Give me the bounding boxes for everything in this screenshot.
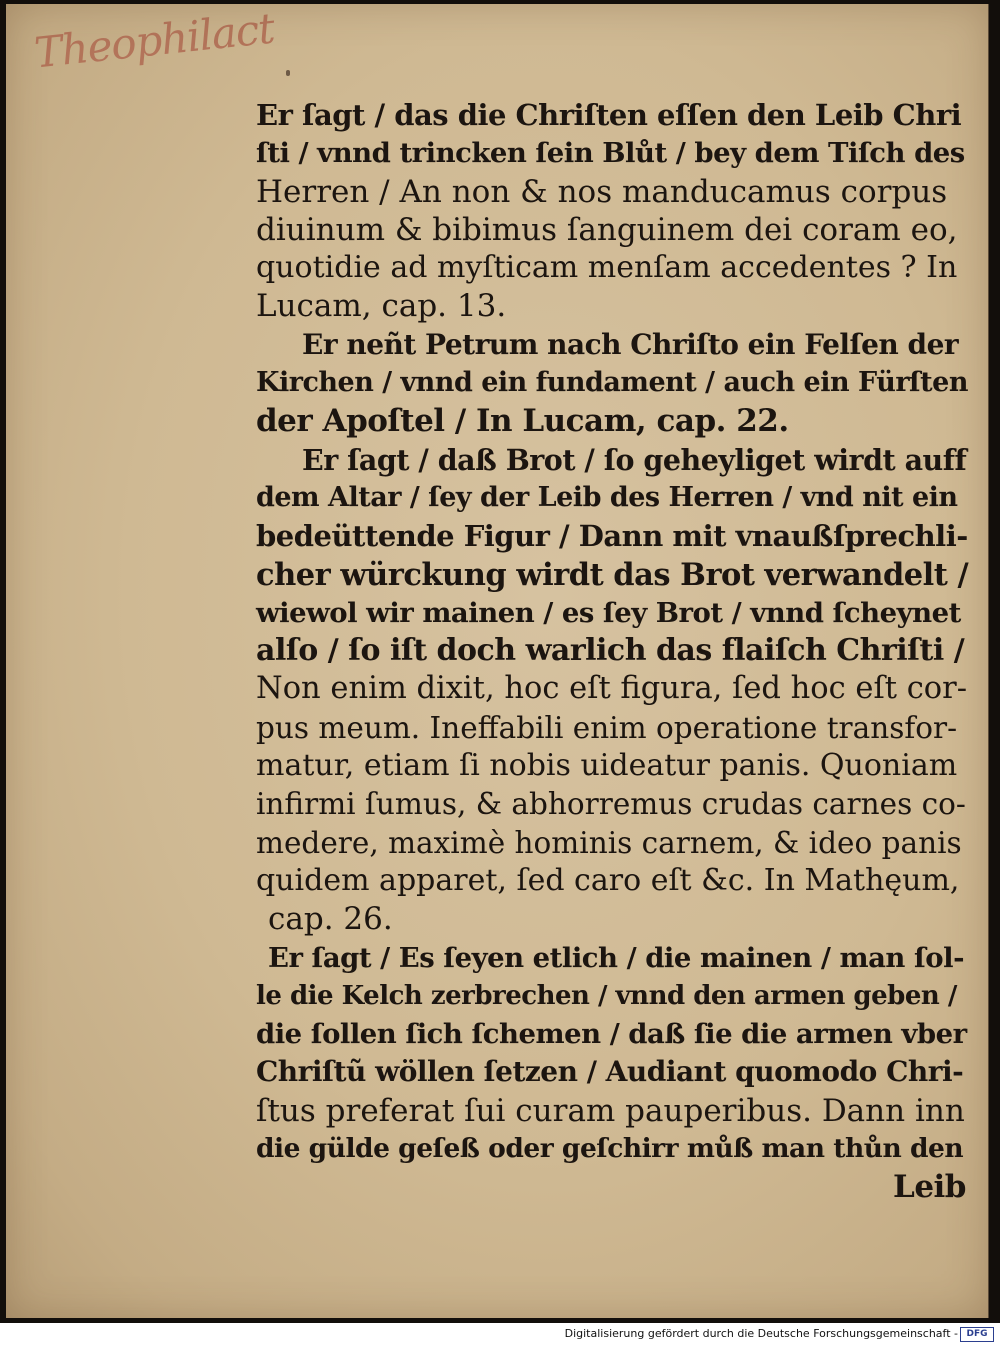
book-page bbox=[6, 4, 989, 1318]
text-line: ſti / vnnd trincken ſein Blůt / bey dem Tiſch des bbox=[256, 137, 965, 170]
text-line: pus meum. Ineffabili enim operatione transfor- bbox=[256, 710, 958, 745]
text-line: Chriſtũ wöllen ſetzen / Audiant quomodo Chri- bbox=[256, 1055, 964, 1089]
text-line: matur, etiam ſi nobis uideatur panis. Quoniam bbox=[256, 748, 958, 784]
text-line: Non enim dixit, hoc eſt figura, ſed hoc eſt cor- bbox=[256, 671, 968, 707]
ink-mark bbox=[286, 70, 290, 76]
text-line: Er neñt Petrum nach Chriſto ein Felſen der bbox=[302, 327, 959, 361]
text-line: die ſollen ſich ſchemen / daß ſie die armen vber bbox=[256, 1018, 967, 1051]
text-line: ſtus preferat ſui curam pauperibus. Dann inn bbox=[256, 1092, 965, 1129]
text-line: bedeüttende Figur / Dann mit vnaußſprechli- bbox=[256, 519, 968, 554]
text-line: cher würckung wirdt das Brot verwandelt / bbox=[256, 556, 969, 593]
text-line: quidem apparet, ſed caro eſt &c. In Mathęum, bbox=[256, 862, 960, 898]
text-line: diuinum & bibimus ſanguinem dei coram eo, bbox=[256, 211, 958, 248]
text-line: Kirchen / vnnd ein fundament / auch ein Fürſten bbox=[256, 367, 968, 399]
text-line: wiewol wir mainen / es ſey Brot / vnnd ſcheynet bbox=[256, 596, 961, 629]
text-line: dem Altar / ſey der Leib des Herren / vnd nit ein bbox=[256, 481, 958, 513]
dfg-logo-icon: DFG bbox=[960, 1327, 994, 1342]
text-line: infirmi ſumus, & abhorremus crudas carnes co- bbox=[256, 787, 966, 822]
page-text bbox=[256, 96, 969, 1207]
text-line: cap. 26. bbox=[268, 901, 393, 938]
digitization-footer bbox=[0, 1323, 1000, 1345]
handwritten-annotation: Theophilact bbox=[32, 4, 277, 78]
text-line: die gülde geſeß oder geſchirr můß man thůn den bbox=[256, 1133, 964, 1165]
text-line: der Apoſtel / In Lucam, cap. 22. bbox=[256, 403, 789, 440]
text-line: le die Kelch zerbrechen / vnnd den armen geben / bbox=[256, 980, 957, 1011]
text-line: medere, maximè hominis carnem, & ideo panis bbox=[256, 825, 962, 860]
text-line: alſo / ſo iſt doch warlich das flaiſch Chriſti / bbox=[256, 633, 965, 669]
catchword: Leib bbox=[893, 1169, 966, 1206]
text-line: Lucam, cap. 13. bbox=[256, 288, 507, 325]
footer-credit: Digitalisierung gefördert durch die Deutsche Forschungsgemeinschaft - bbox=[564, 1327, 958, 1340]
text-line: Herren / An non & nos manducamus corpus bbox=[256, 173, 948, 210]
text-line: Er ſagt / das die Chriſten eſſen den Leib Chri bbox=[256, 98, 962, 132]
text-line: quotidie ad myſticam menſam accedentes ? In bbox=[256, 250, 958, 286]
text-line: Er ſagt / daß Brot / ſo geheyliget wirdt auff bbox=[302, 442, 967, 477]
text-line: Er ſagt / Es ſeyen etlich / die mainen / man ſol- bbox=[268, 941, 965, 974]
